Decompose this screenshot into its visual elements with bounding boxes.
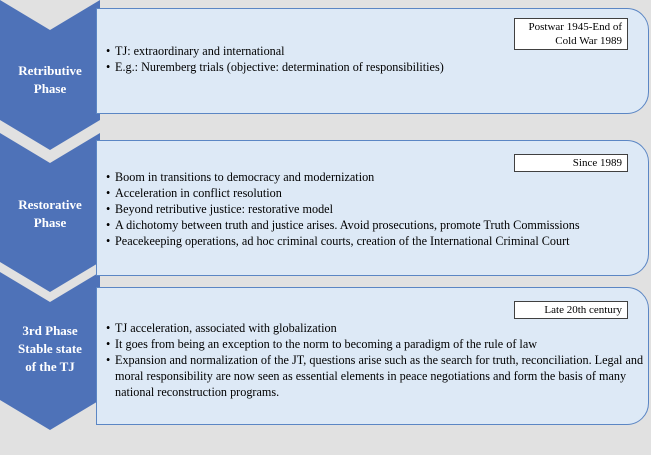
bullet-item: • TJ: extraordinary and international: [106, 43, 506, 59]
bullet-item: • Expansion and normalization of the JT, questions arise such as the search for truth, reconciliation. Legal and moral responsibility are now seen as essential elements in peace negotiations and form the basis of many national reconstruction programs.: [106, 352, 644, 400]
phase-label-third: [0, 322, 100, 376]
date-tag-retributive: Postwar 1945-End of Cold War 1989: [514, 18, 628, 50]
bullet-item: • Acceleration in conflict resolution: [106, 185, 626, 201]
bullet-item: • TJ acceleration, associated with globalization: [106, 320, 644, 336]
bullet-item: • E.g.: Nuremberg trials (objective: determination of responsibilities): [106, 59, 506, 75]
bullets-restorative: [106, 169, 626, 249]
bullet-item: • Boom in transitions to democracy and modernization: [106, 169, 626, 185]
bullets-third-phase: [106, 320, 644, 400]
bullets-retributive: [106, 43, 506, 75]
bullet-item: • Beyond retributive justice: restorative model: [106, 201, 626, 217]
phase-label-line: 3rd Phase: [22, 323, 78, 338]
phase-label-line: Phase: [33, 81, 67, 96]
bullet-item: • A dichotomy between truth and justice arises. Avoid prosecutions, promote Truth Commissions: [106, 217, 626, 233]
phase-label-line: Restorative: [18, 197, 82, 212]
phase-label-retributive: [0, 62, 100, 98]
phase-label-line: Retributive: [18, 63, 82, 78]
date-tag-restorative: Since 1989: [514, 154, 628, 172]
date-tag-third-phase: Late 20th century: [514, 301, 628, 319]
phase-label-restorative: [0, 196, 100, 232]
phase-label-line: of the TJ: [25, 359, 75, 374]
phase-label-line: Phase: [33, 215, 67, 230]
bullet-item: • Peacekeeping operations, ad hoc criminal courts, creation of the International Criminal Court: [106, 233, 626, 249]
bullet-item: • It goes from being an exception to the norm to becoming a paradigm of the rule of law: [106, 336, 644, 352]
phase-label-line: Stable state: [18, 341, 82, 356]
